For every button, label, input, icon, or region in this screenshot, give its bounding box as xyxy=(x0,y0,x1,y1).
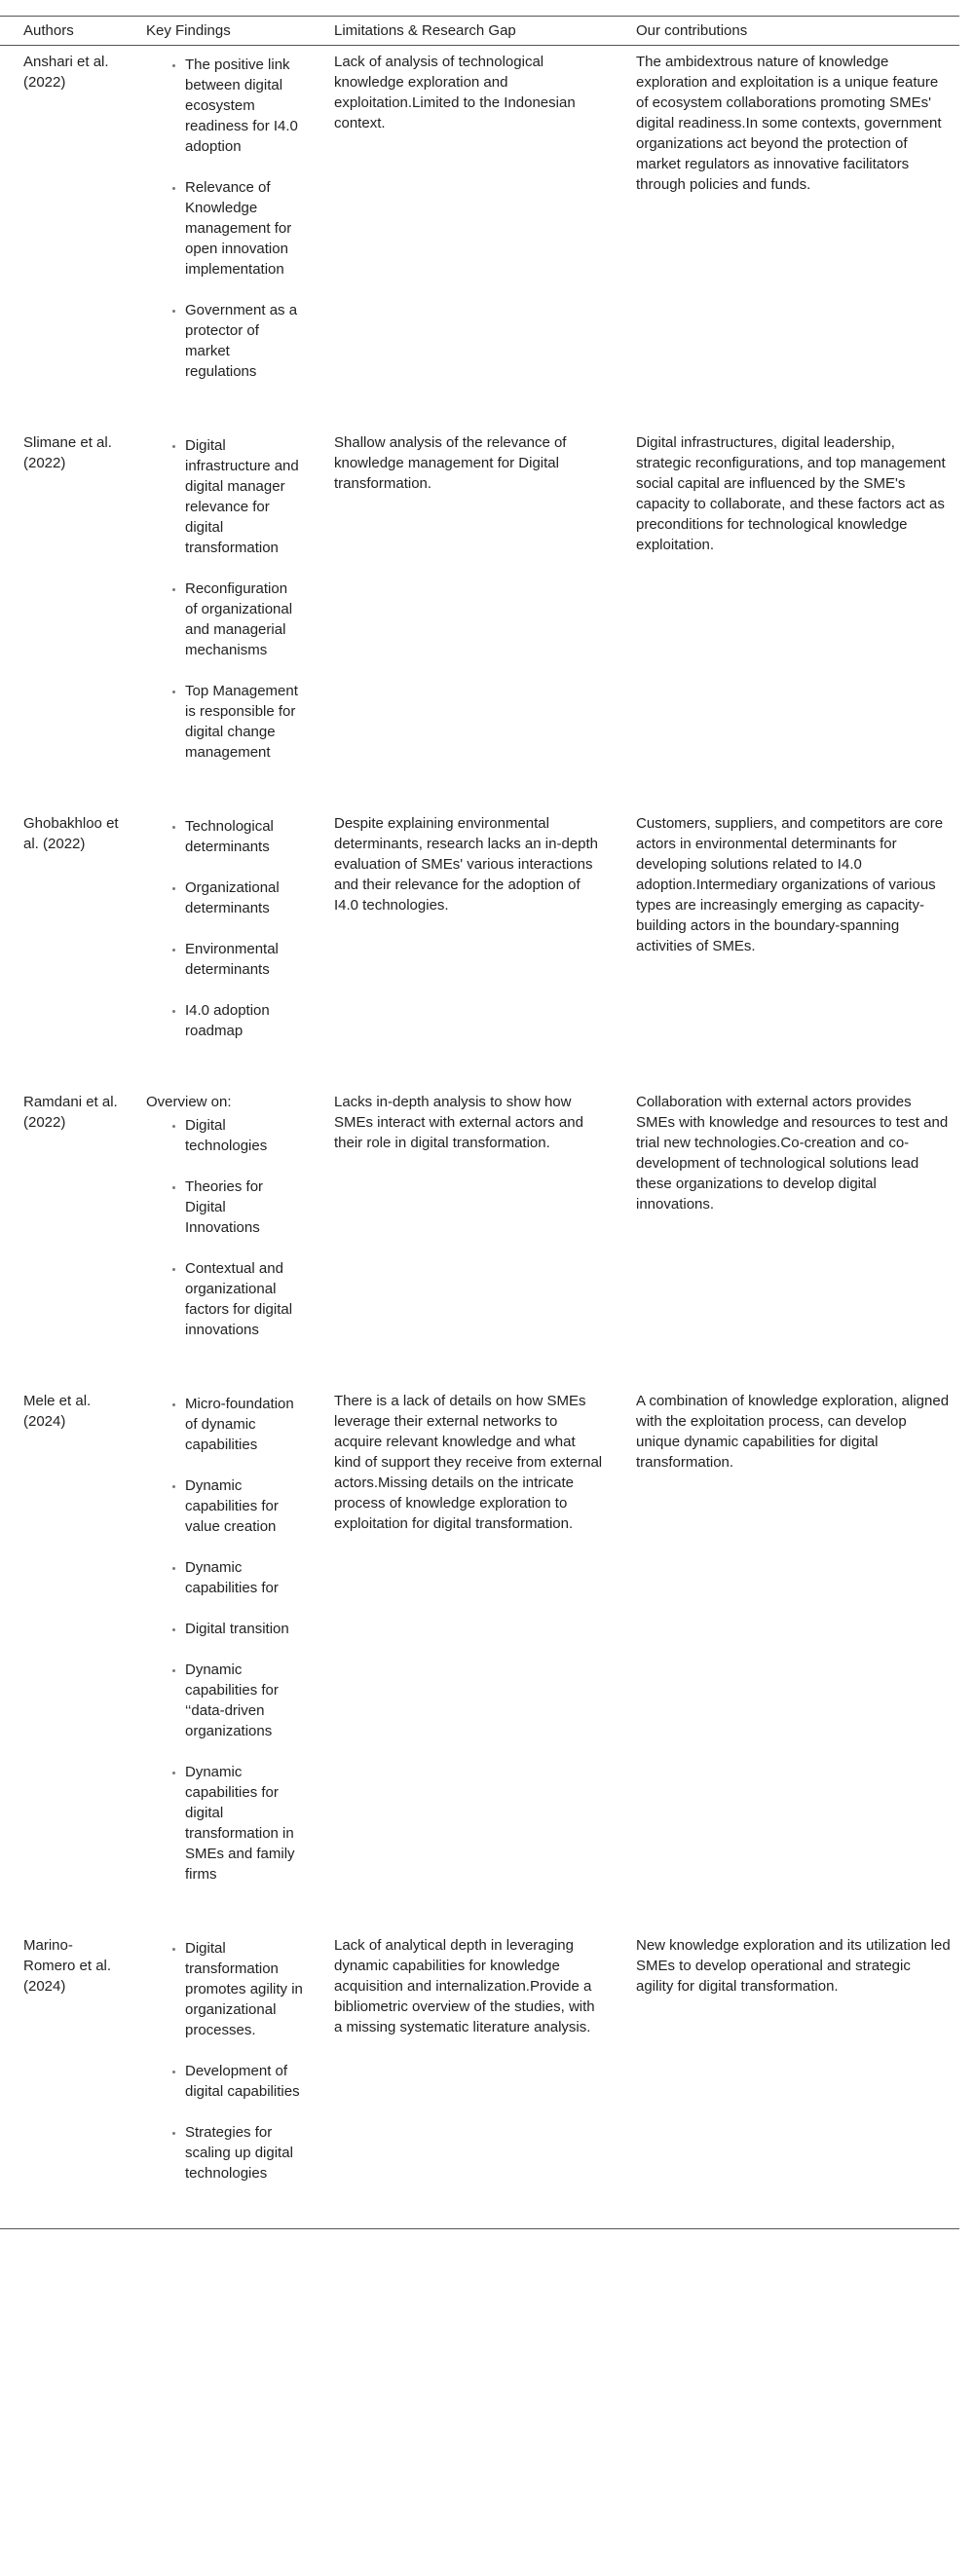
table-header-row xyxy=(0,17,959,46)
cell-key-findings xyxy=(123,1385,311,1929)
cell-limitations: Lack of analytical depth in leveraging dynamic capabilities for knowledge acquisition and internalization.Provide a bibliometric overview of the studies, with a missing systematic literature analysis. xyxy=(334,1937,595,2035)
cell-key-findings xyxy=(123,46,311,428)
finding-item: • Dynamic capabilities for digital transformation in SMEs and family firms xyxy=(185,1762,303,1885)
cell-contributions: Digital infrastructures, digital leadership, strategic reconfigurations, and top management social capital are influenced by the SME's capacity to collaborate, and these factors act as preconditions for technological knowledge exploitation. xyxy=(636,434,946,553)
cell-key-findings xyxy=(123,1929,311,2229)
table-row xyxy=(0,1086,959,1385)
cell-limitations: There is a lack of details on how SMEs leverage their external networks to acquire relevant knowledge and what kind of support they receive from external actors.Missing details on the intricate process of knowledge exploration to exploitation for digital transformation. xyxy=(334,1393,603,1532)
findings-list xyxy=(146,816,303,1041)
finding-item: • Top Management is responsible for digital change management xyxy=(185,681,303,763)
findings-intro: Overview on: xyxy=(146,1094,232,1110)
cell-authors: Ramdani et al. (2022) xyxy=(23,1094,118,1131)
cell-limitations: Lacks in-depth analysis to show how SMEs interact with external actors and their role in digital transformation. xyxy=(334,1094,583,1151)
finding-item: • Strategies for scaling up digital technologies xyxy=(185,2122,303,2184)
finding-item: • Environmental determinants xyxy=(185,939,303,980)
findings-list xyxy=(146,1115,303,1340)
finding-item: • The positive link between digital ecosystem readiness for I4.0 adoption xyxy=(185,55,303,157)
finding-item: • Development of digital capabilities xyxy=(185,2061,303,2102)
finding-item: • I4.0 adoption roadmap xyxy=(185,1000,303,1041)
cell-key-findings xyxy=(123,807,311,1086)
cell-authors: Anshari et al. (2022) xyxy=(23,54,109,91)
table-row xyxy=(0,46,959,428)
cell-authors: Mele et al. (2024) xyxy=(23,1393,92,1430)
finding-item: • Government as a protector of market regulations xyxy=(185,300,303,382)
cell-contributions: Collaboration with external actors provides SMEs with knowledge and resources to test and trial new technologies.Co-creation and co-development of technological solutions lead these organizations to develop digital innovations. xyxy=(636,1094,949,1213)
finding-item: • Contextual and organizational factors for digital innovations xyxy=(185,1258,303,1340)
cell-contributions: A combination of knowledge exploration, aligned with the exploitation process, can develop unique dynamic capabilities for digital transformation. xyxy=(636,1393,950,1471)
table-row xyxy=(0,427,959,807)
header-authors: Authors xyxy=(23,22,74,39)
findings-list xyxy=(146,1394,303,1885)
finding-item: • Micro-foundation of dynamic capabilities xyxy=(185,1394,303,1455)
cell-contributions: The ambidextrous nature of knowledge exploration and exploitation is a unique feature of ecosystem collaborations promoting SMEs' digital readiness.In some contexts, government organizations act beyond the protection of market regulators as innovative facilitators through policies and funds. xyxy=(636,54,942,193)
finding-item: • Reconfiguration of organizational and managerial mechanisms xyxy=(185,579,303,660)
table-row xyxy=(0,807,959,1086)
header-key-findings: Key Findings xyxy=(146,22,231,39)
cell-key-findings xyxy=(123,1086,311,1385)
header-limitations: Limitations & Research Gap xyxy=(334,22,516,39)
cell-limitations: Despite explaining environmental determinants, research lacks an in-depth evaluation of SMEs' various interactions and their relevance for the adoption of I4.0 technologies. xyxy=(334,815,598,914)
findings-list xyxy=(146,1938,303,2184)
finding-item: • Relevance of Knowledge management for open innovation implementation xyxy=(185,177,303,280)
finding-item: • Digital infrastructure and digital manager relevance for digital transformation xyxy=(185,435,303,558)
table-row xyxy=(0,1385,959,1929)
finding-item: • Digital technologies xyxy=(185,1115,303,1156)
cell-authors: Slimane et al. (2022) xyxy=(23,434,112,471)
cell-limitations: Shallow analysis of the relevance of knowledge management for Digital transformation. xyxy=(334,434,567,492)
finding-item: • Dynamic capabilities for ‘‘data-driven organizations xyxy=(185,1660,303,1741)
cell-contributions: Customers, suppliers, and competitors are core actors in environmental determinants for developing solutions related to I4.0 adoption.Intermediary organizations of various types are increasingly emerging as capacity-building actors in the boundary-spanning activities of SMEs. xyxy=(636,815,944,954)
cell-key-findings xyxy=(123,427,311,807)
finding-item: • Dynamic capabilities for xyxy=(185,1557,303,1598)
findings-list xyxy=(146,435,303,763)
finding-item: • Digital transformation promotes agility in organizational processes. xyxy=(185,1938,303,2040)
cell-authors: Ghobakhloo et al. (2022) xyxy=(23,815,119,852)
cell-authors: Marino-Romero et al. (2024) xyxy=(23,1937,112,1995)
table-body xyxy=(0,46,959,2229)
table-row xyxy=(0,1929,959,2229)
findings-list xyxy=(146,55,303,382)
finding-item: • Digital transition xyxy=(185,1619,303,1639)
cell-contributions: New knowledge exploration and its utilization led SMEs to develop operational and strategic agility for digital transformation. xyxy=(636,1937,951,1995)
cell-limitations: Lack of analysis of technological knowledge exploration and exploitation.Limited to the Indonesian context. xyxy=(334,54,576,131)
literature-review-table xyxy=(0,16,959,2229)
header-contributions: Our contributions xyxy=(636,22,748,39)
finding-item: • Theories for Digital Innovations xyxy=(185,1176,303,1238)
finding-item: • Technological determinants xyxy=(185,816,303,857)
finding-item: • Organizational determinants xyxy=(185,877,303,918)
finding-item: • Dynamic capabilities for value creation xyxy=(185,1475,303,1537)
